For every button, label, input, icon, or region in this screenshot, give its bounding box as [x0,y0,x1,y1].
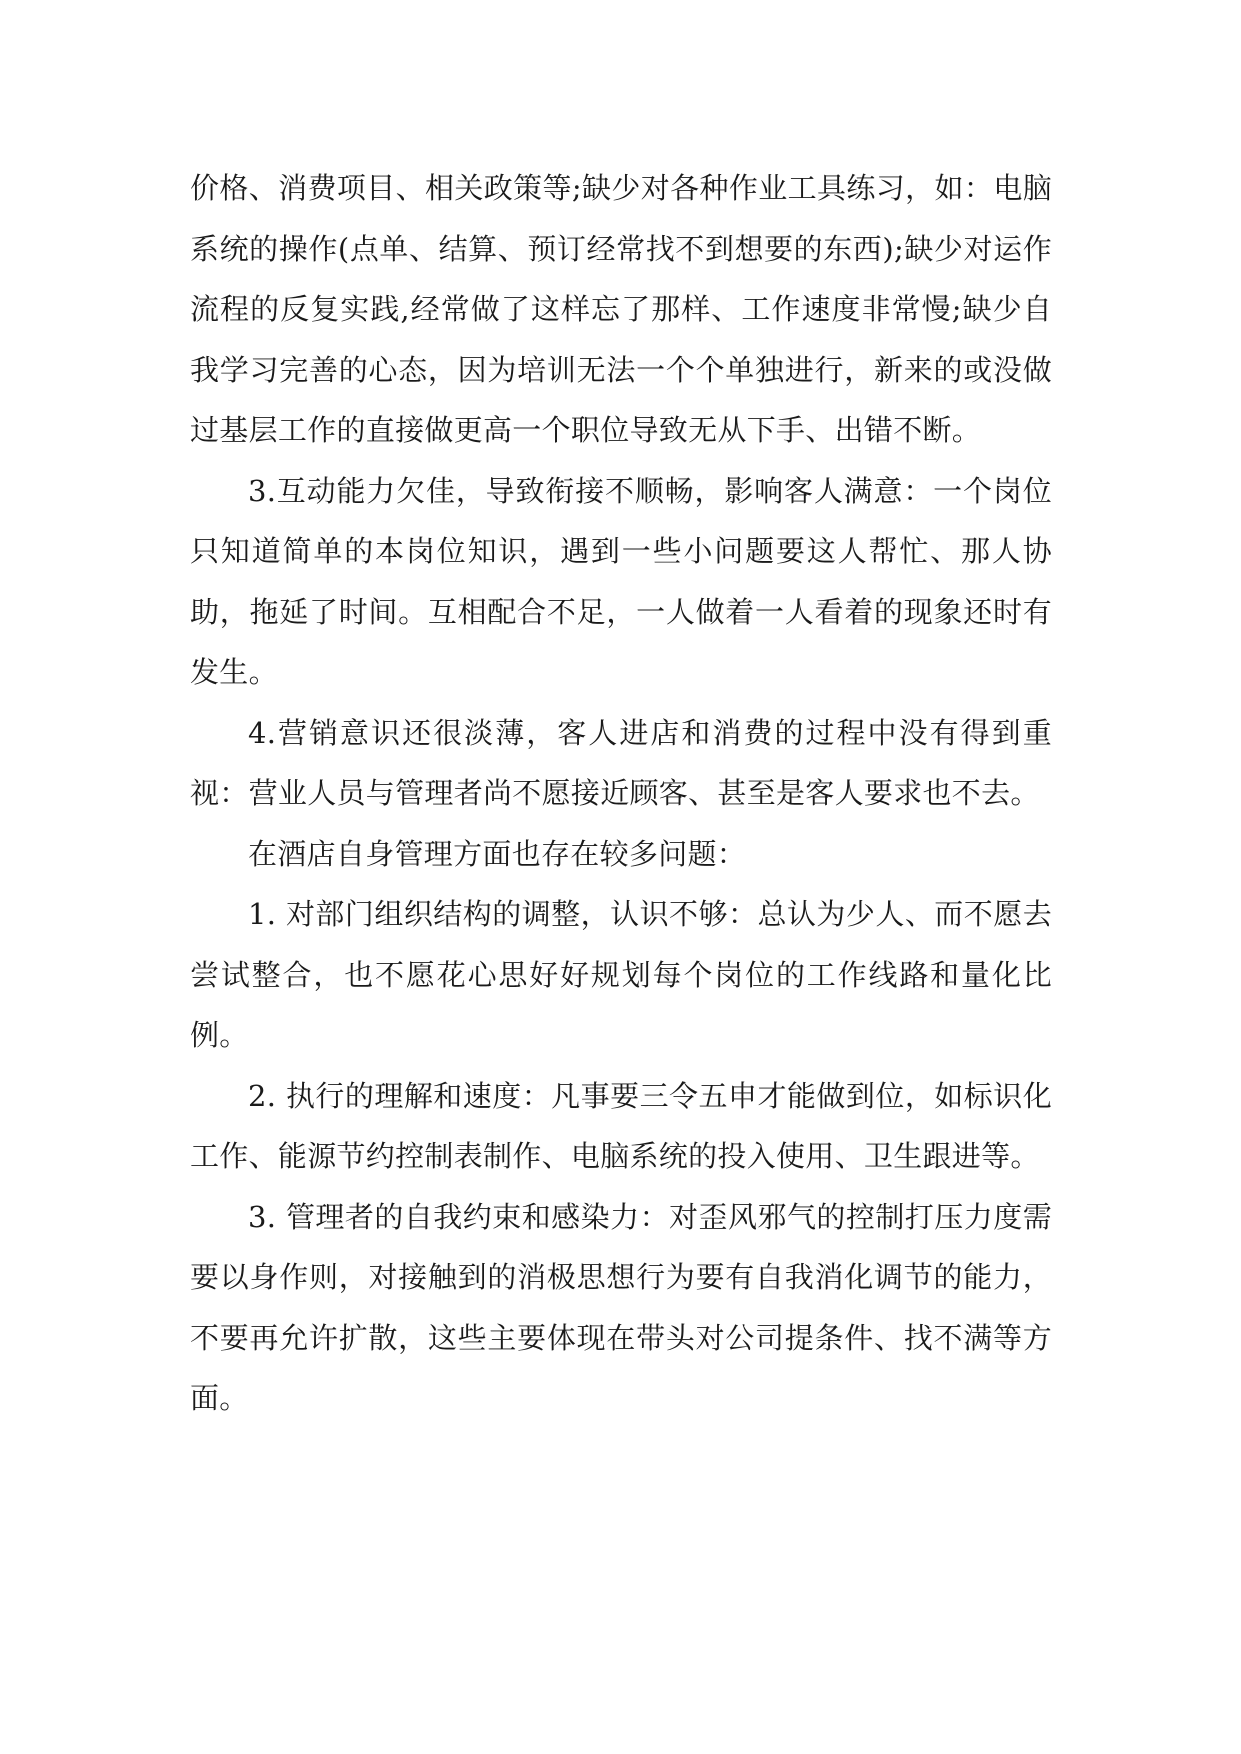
paragraph-continued: 价格、消费项目、相关政策等;缺少对各种作业工具练习，如：电脑系统的操作(点单、结算、预订经常找不到想要的东西);缺少对运作流程的反复实践,经常做了这样忘了那样、工作速度非常慢;缺少自我学习完善的心态，因为培训无法一个个单独进行，新来的或没做过基层工作的直接做更高一个职位导致无从下手、出错不断。 [190,171,1052,447]
document-body [190,158,1052,1429]
paragraph-mgmt-item-2: 2. 执行的理解和速度：凡事要三令五申才能做到位，如标识化工作、能源节约控制表制作、电脑系统的投入使用、卫生跟进等。 [190,1078,1052,1173]
paragraph-item-4: 4.营销意识还很淡薄，客人进店和消费的过程中没有得到重视：营业人员与管理者尚不愿接近顾客、甚至是客人要求也不去。 [190,715,1052,810]
paragraph-mgmt-item-1: 1. 对部门组织结构的调整，认识不够：总认为少人、而不愿去尝试整合，也不愿花心思好好规划每个岗位的工作线路和量化比例。 [190,897,1052,1052]
paragraph-section-intro: 在酒店自身管理方面也存在较多问题： [248,836,747,871]
paragraph-mgmt-item-3: 3. 管理者的自我约束和感染力：对歪风邪气的控制打压力度需要以身作则，对接触到的消极思想行为要有自我消化调节的能力，不要再允许扩散，这些主要体现在带头对公司提条件、找不满等方面。 [190,1199,1052,1415]
paragraph-item-3: 3.互动能力欠佳，导致衔接不顺畅，影响客人满意：一个岗位只知道简单的本岗位知识，遇到一些小问题要这人帮忙、那人协助，拖延了时间。互相配合不足，一人做着一人看着的现象还时有发生。 [190,473,1052,689]
